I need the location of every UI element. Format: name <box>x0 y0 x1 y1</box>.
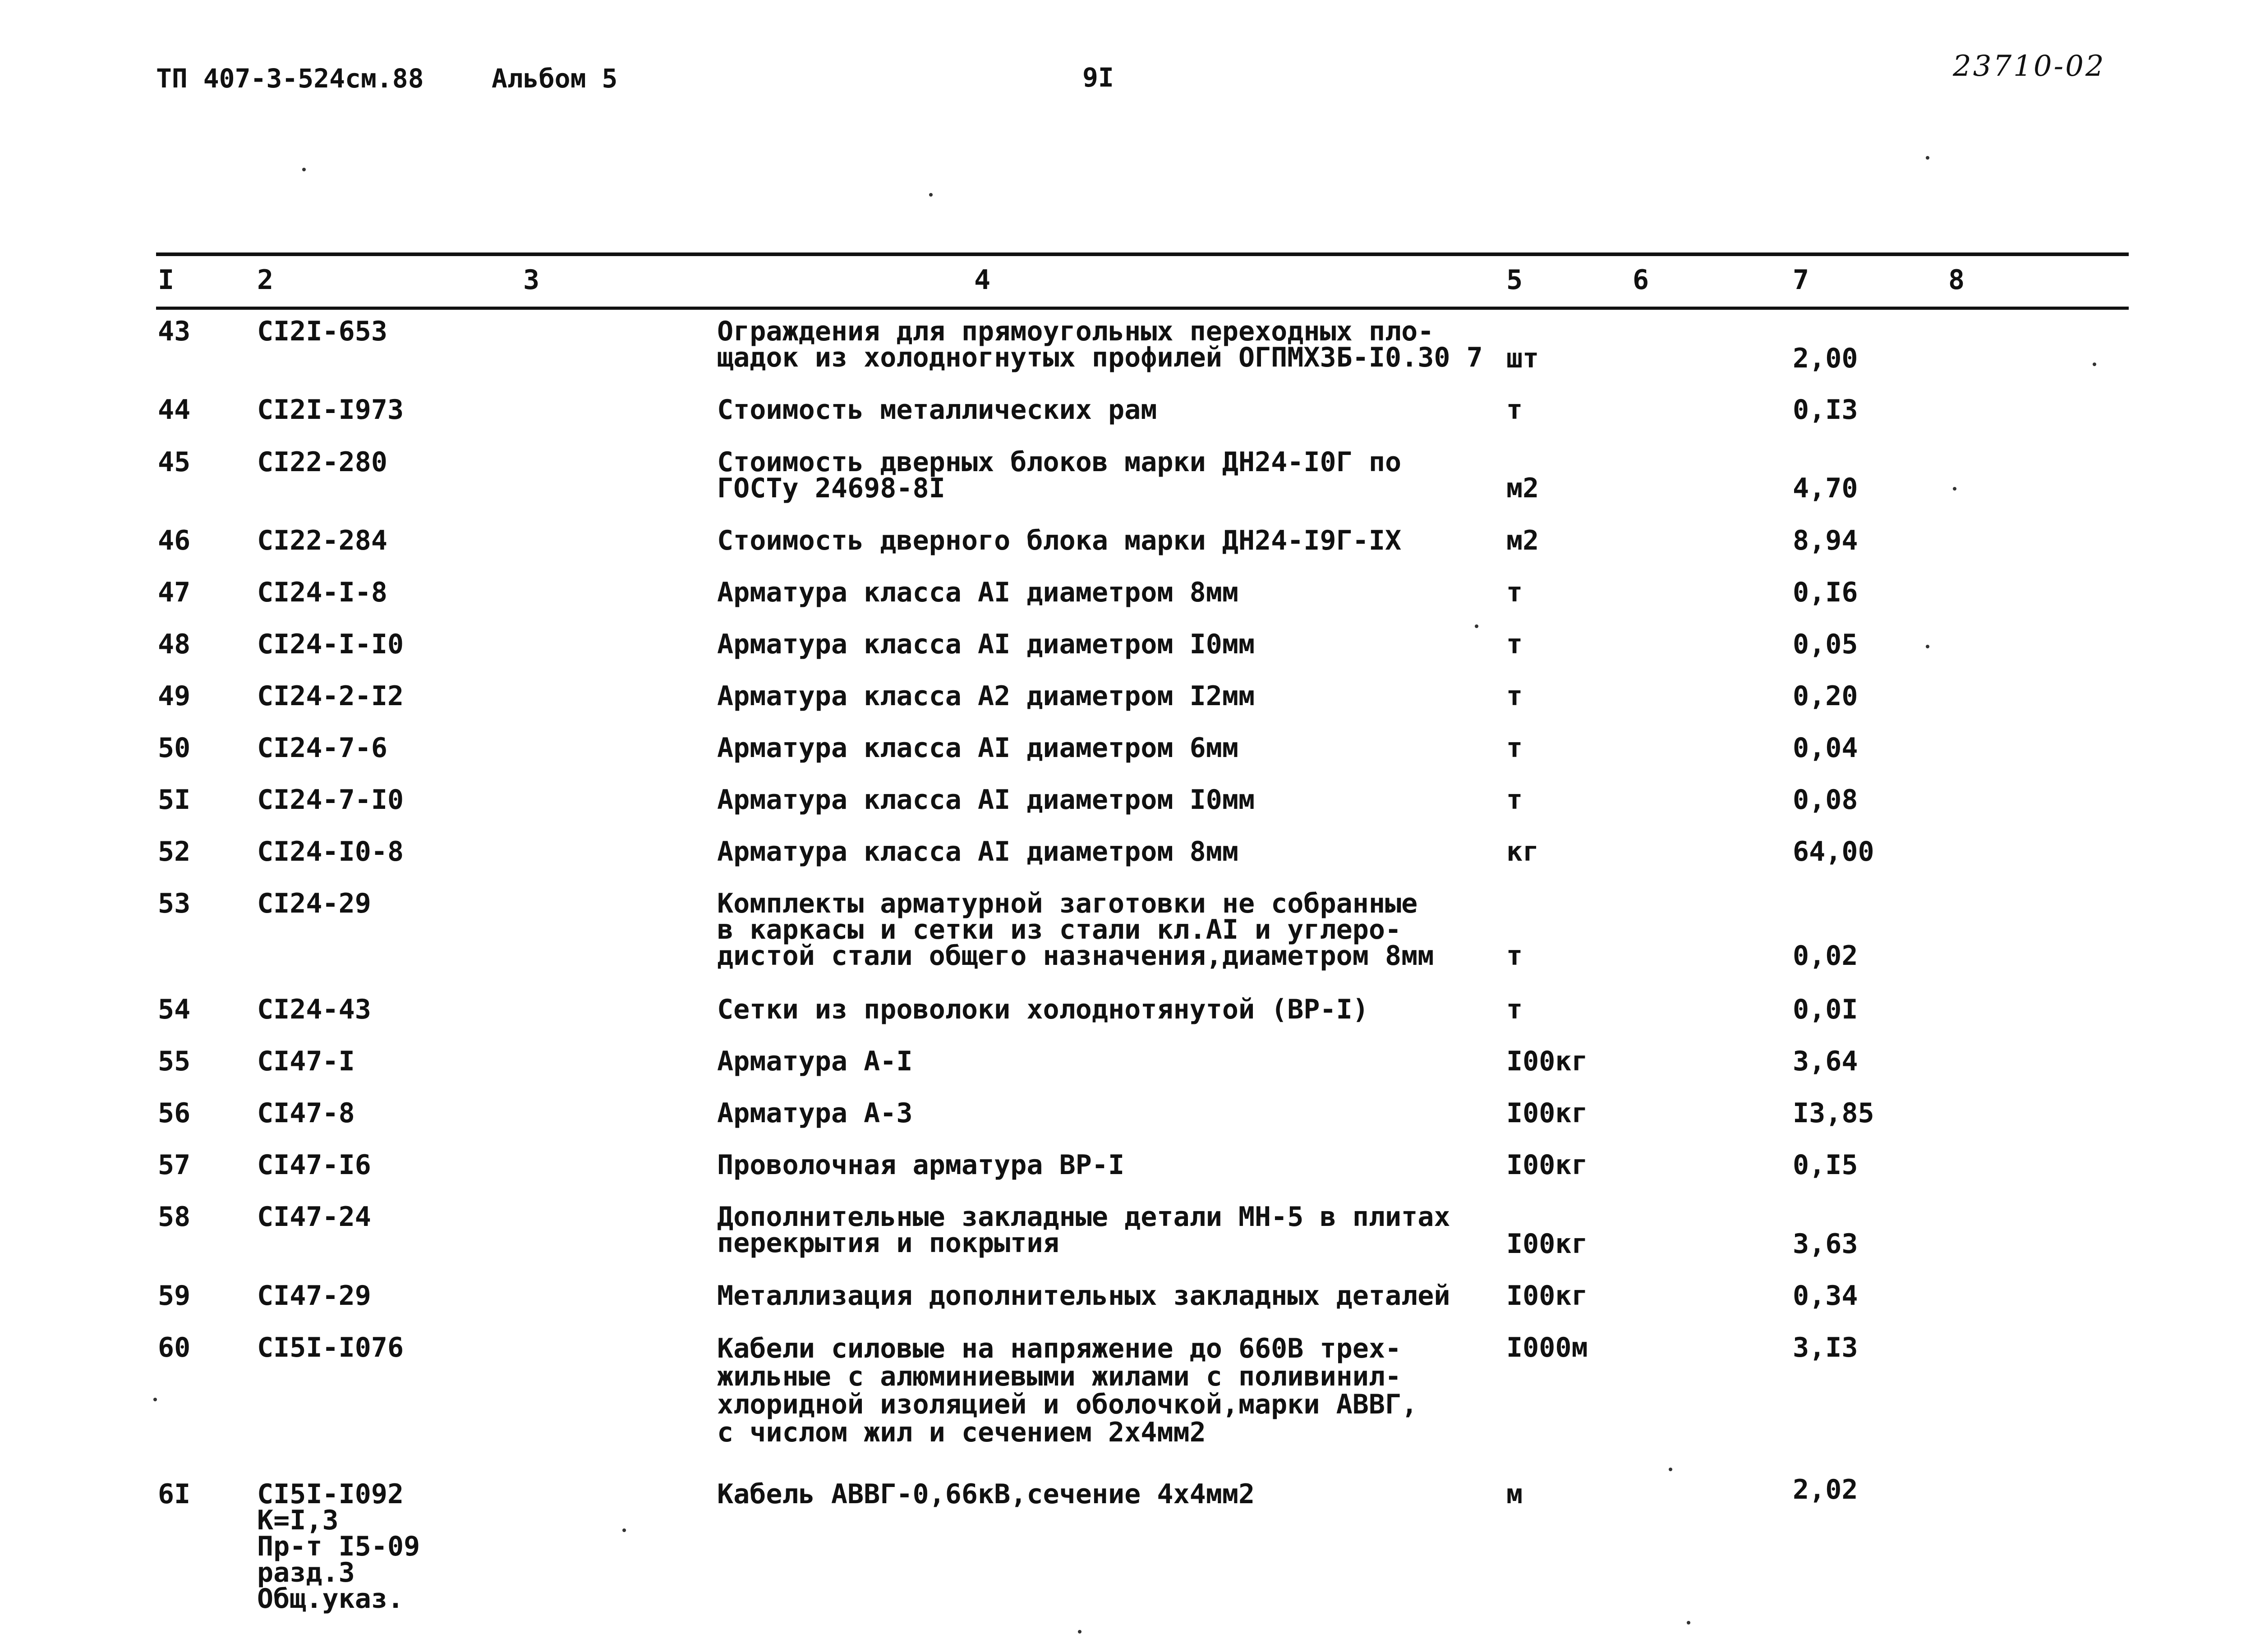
row-description: Стоимость дверного блока марки ДН24-I9Г-IХ <box>717 525 1402 556</box>
row-code: CI24-7-I0 <box>257 784 404 816</box>
row-unit: I00кг <box>1506 1046 1588 1077</box>
column-header-4: 4 <box>974 264 991 296</box>
row-unit: I00кг <box>1506 1149 1588 1181</box>
row-number: 47 <box>158 577 191 608</box>
row-number: 48 <box>158 629 191 660</box>
row-number: 45 <box>158 446 191 478</box>
row-unit: т <box>1506 732 1523 764</box>
row-code: CI24-I-I0 <box>257 629 404 660</box>
row-description: Кабель АВВГ-0,66кВ,сечение 4х4мм2 <box>717 1478 1255 1510</box>
row-code: CI22-280 <box>257 446 387 478</box>
row-quantity: 0,20 <box>1793 680 1858 712</box>
row-description: Комплекты арматурной заготовки не собранные в каркасы и сетки из стали кл.АI и углеро- дистой стали общего назначения,диаметром 8мм <box>717 888 1434 972</box>
row-unit: м <box>1506 1478 1523 1510</box>
row-code: CI2I-I973 <box>257 394 404 426</box>
row-description: Стоимость металлических рам <box>717 394 1157 426</box>
row-number: 53 <box>158 888 191 919</box>
row-number: 58 <box>158 1201 191 1233</box>
row-quantity: 0,05 <box>1793 629 1858 660</box>
row-description: Арматура класса А2 диаметром I2мм <box>717 680 1255 712</box>
row-description: Арматура А-3 <box>717 1097 913 1129</box>
scan-speck <box>153 1398 157 1401</box>
scan-speck <box>1926 645 1929 648</box>
row-description: Арматура класса АI диаметром I0мм <box>717 629 1255 660</box>
row-unit: т <box>1506 394 1523 426</box>
row-unit: т <box>1506 994 1523 1025</box>
row-quantity: 4,70 <box>1793 473 1858 504</box>
row-unit: кг <box>1506 836 1539 867</box>
column-header-3: 3 <box>523 264 540 296</box>
scan-speck <box>1475 624 1478 628</box>
row-number: 5I <box>158 784 191 816</box>
row-description: Арматура класса АI диаметром 6мм <box>717 732 1238 764</box>
row-quantity: 0,08 <box>1793 784 1858 816</box>
row-code: CI24-I0-8 <box>257 836 404 867</box>
scan-speck <box>1926 156 1929 160</box>
row-quantity: 3,63 <box>1793 1228 1858 1260</box>
row-unit: I00кг <box>1506 1228 1588 1260</box>
row-code: CI47-I <box>257 1046 355 1077</box>
row-unit: I00кг <box>1506 1097 1588 1129</box>
row-description: Проволочная арматура ВР-I <box>717 1149 1125 1181</box>
row-quantity: 64,00 <box>1793 836 1874 867</box>
row-quantity: 8,94 <box>1793 525 1858 556</box>
row-description: Кабели силовые на напряжение до 660В трех- жильные с алюминиевыми жилами с поливинил- хлоридной изоляцией и оболочкой,марки АВВГ, с числом жил и сечением 2х4мм2 <box>717 1333 1418 1448</box>
scan-speck <box>1953 487 1956 491</box>
row-number: 50 <box>158 732 191 764</box>
row-unit: т <box>1506 577 1523 608</box>
row-code: CI5I-I076 <box>257 1332 404 1363</box>
column-header-6: 6 <box>1633 264 1649 296</box>
row-quantity: I3,85 <box>1793 1097 1874 1129</box>
row-unit: I000м <box>1506 1332 1588 1363</box>
row-unit: т <box>1506 629 1523 660</box>
document-code: ТП 407-3-524см.88 <box>156 63 424 94</box>
row-unit: т <box>1506 940 1523 972</box>
table-top-rule <box>156 252 2129 256</box>
row-code: CI24-29 <box>257 888 371 919</box>
row-code: CI47-29 <box>257 1280 371 1312</box>
row-description: Арматура класса АI диаметром 8мм <box>717 836 1238 867</box>
row-code: CI24-2-I2 <box>257 680 404 712</box>
column-header-1: I <box>158 264 175 296</box>
row-number: 43 <box>158 316 191 347</box>
row-number: 54 <box>158 994 191 1025</box>
row-code: CI47-8 <box>257 1097 355 1129</box>
column-header-2: 2 <box>257 264 274 296</box>
scan-speck <box>1078 1630 1081 1634</box>
row-description: Ограждения для прямоугольных переходных пло- щадок из холодногнутых профилей ОГПМХЗБ-I0.30 7 <box>717 316 1483 373</box>
row-number: 56 <box>158 1097 191 1129</box>
row-description: Арматура класса АI диаметром 8мм <box>717 577 1238 608</box>
row-quantity: 3,64 <box>1793 1046 1858 1077</box>
row-description: Дополнительные закладные детали МН-5 в плитах перекрытия и покрытия <box>717 1201 1450 1259</box>
scan-speck <box>1669 1468 1672 1471</box>
column-header-8: 8 <box>1948 264 1965 296</box>
scan-speck <box>2093 363 2096 366</box>
row-code: CI24-I-8 <box>257 577 387 608</box>
row-number: 60 <box>158 1332 191 1363</box>
row-number: 52 <box>158 836 191 867</box>
row-unit: т <box>1506 784 1523 816</box>
row-number: 55 <box>158 1046 191 1077</box>
row-code: CI24-43 <box>257 994 371 1025</box>
row-unit: т <box>1506 680 1523 712</box>
row-number: 59 <box>158 1280 191 1312</box>
row-code: CI47-I6 <box>257 1149 371 1181</box>
row-quantity: 0,I6 <box>1793 577 1858 608</box>
row-description: Металлизация дополнительных закладных деталей <box>717 1280 1450 1312</box>
row-quantity: 0,I3 <box>1793 394 1858 426</box>
row-description: Арматура А-I <box>717 1046 913 1077</box>
row-quantity: 0,34 <box>1793 1280 1858 1312</box>
scan-speck <box>302 168 306 171</box>
table-header-rule <box>156 307 2129 310</box>
column-header-7: 7 <box>1793 264 1809 296</box>
scan-speck <box>1687 1621 1690 1624</box>
row-quantity: 0,02 <box>1793 940 1858 972</box>
row-quantity: 2,02 <box>1793 1474 1858 1505</box>
row-unit: I00кг <box>1506 1280 1588 1312</box>
row-quantity: 0,I5 <box>1793 1149 1858 1181</box>
row-unit: м2 <box>1506 525 1539 556</box>
column-header-5: 5 <box>1506 264 1523 296</box>
row-number: 44 <box>158 394 191 426</box>
row-code: CI47-24 <box>257 1201 371 1233</box>
row-description: Стоимость дверных блоков марки ДН24-I0Г по ГОСТу 24698-8I <box>717 446 1402 504</box>
row-number: 46 <box>158 525 191 556</box>
row-description: Арматура класса АI диаметром I0мм <box>717 784 1255 816</box>
page-number: 9I <box>1082 62 1114 93</box>
row-number: 49 <box>158 680 191 712</box>
row-unit: шт <box>1506 343 1539 374</box>
row-quantity: 3,I3 <box>1793 1332 1858 1363</box>
row-code: CI24-7-6 <box>257 732 387 764</box>
row-unit: м2 <box>1506 473 1539 504</box>
row-quantity: 0,0I <box>1793 994 1858 1025</box>
row-number: 6I <box>158 1478 191 1510</box>
scan-speck <box>622 1528 626 1532</box>
row-quantity: 2,00 <box>1793 343 1858 374</box>
album-label: Альбом 5 <box>492 63 618 94</box>
row-quantity: 0,04 <box>1793 732 1858 764</box>
row-code: CI2I-653 <box>257 316 387 347</box>
handwritten-inventory-number: 23710-02 <box>1953 50 2106 83</box>
scan-speck <box>929 193 933 197</box>
row-number: 57 <box>158 1149 191 1181</box>
row-code: CI5I-I092 К=I,3 Пр-т I5-09 разд.3 Общ.указ. <box>257 1478 420 1615</box>
row-description: Сетки из проволоки холоднотянутой (ВР-I) <box>717 994 1369 1025</box>
row-code: CI22-284 <box>257 525 387 556</box>
